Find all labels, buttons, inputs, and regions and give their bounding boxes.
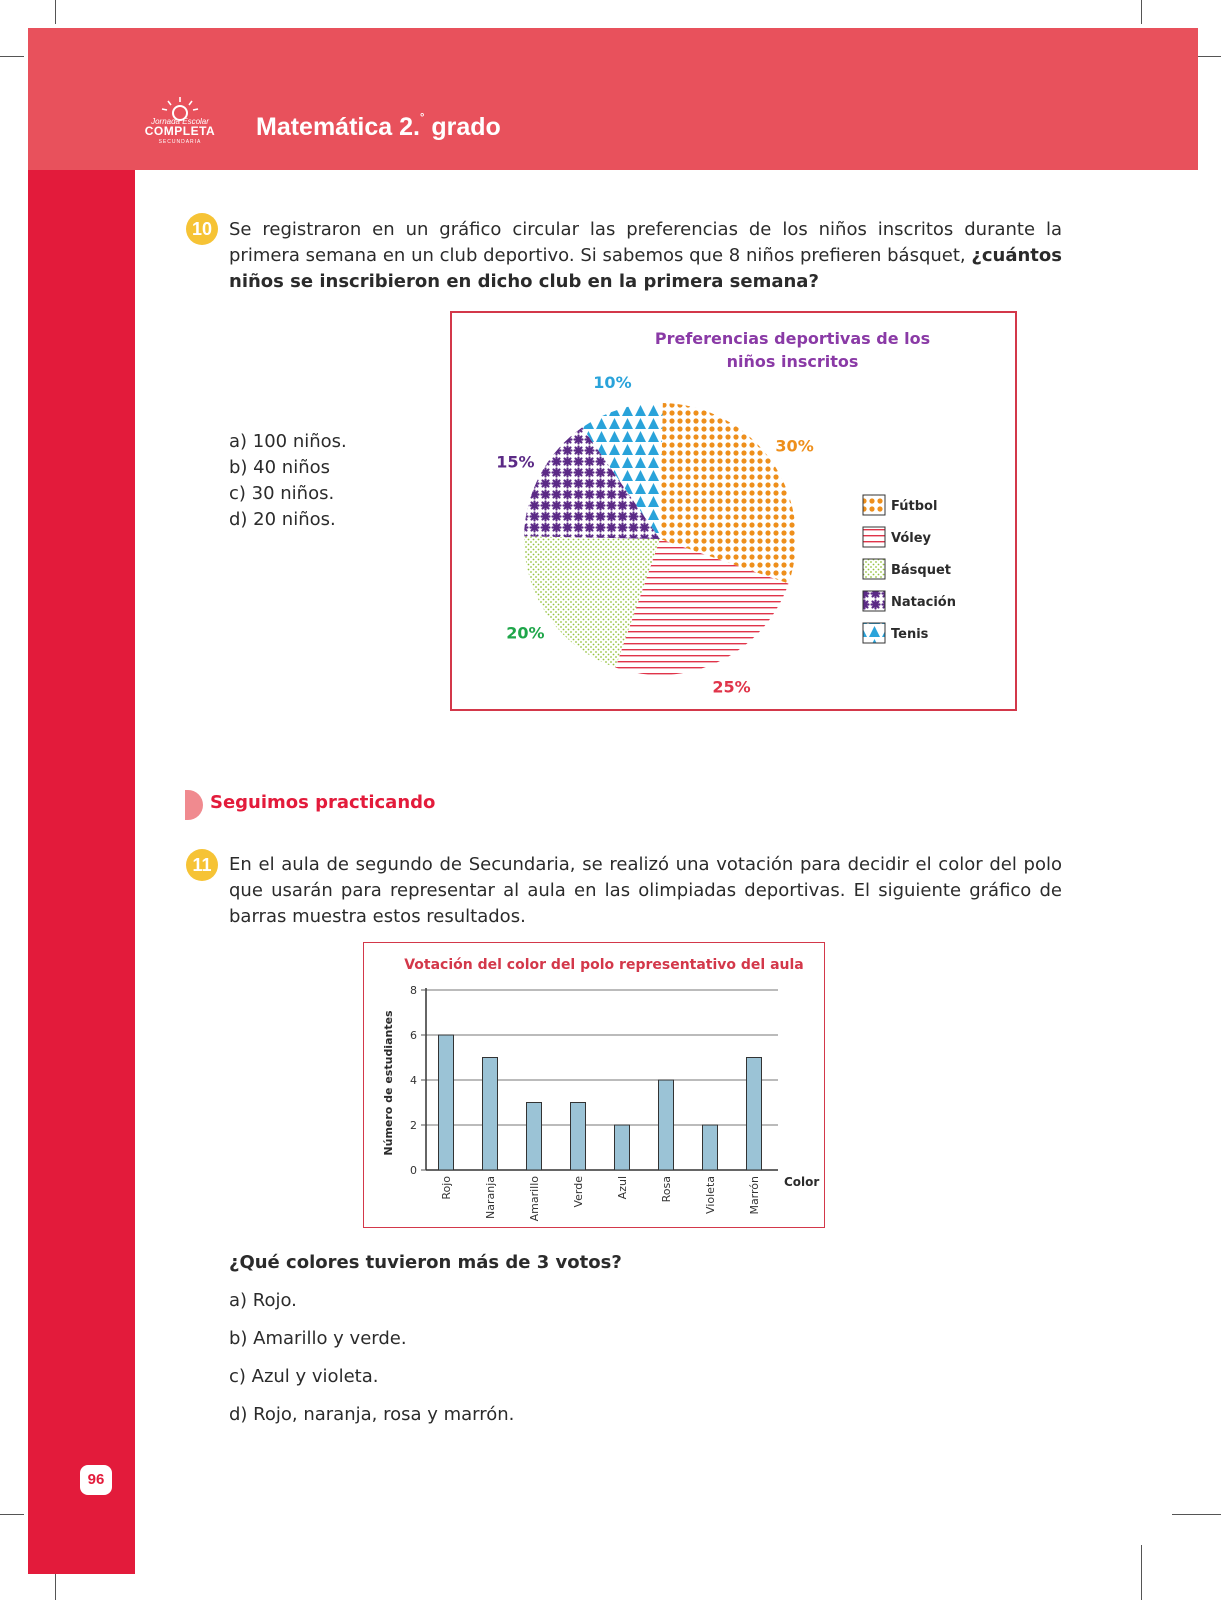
question-11-prompt: ¿Qué colores tuvieron más de 3 votos? [229,1252,622,1273]
option-c[interactable]: c) 30 niños. [229,483,335,504]
bar-marrón [747,1058,762,1171]
y-tick-label: 8 [410,984,417,997]
bar-chart-xlabel: Color [784,1175,820,1189]
title-main: Matemática 2. [256,113,420,141]
crop-mark [1172,1514,1221,1515]
logo-bottom-text: SECUNDARIA [158,139,202,145]
question-number-badge: 10 [186,213,218,245]
bar-azul [615,1125,630,1170]
pie-label: 10% [593,373,632,393]
x-tick-label: Azul [616,1176,629,1200]
legend-label: Fútbol [891,499,938,514]
crop-mark [0,1514,24,1515]
legend-label: Natación [891,595,956,610]
bar-rosa [659,1080,674,1170]
crop-mark [0,56,24,57]
left-margin-strip [28,170,135,1574]
question-number-badge: 11 [186,849,218,881]
pie-chart-frame [450,311,1017,711]
question-10-options [229,429,347,533]
bar-chart-ylabel: Número de estudiantes [382,1010,395,1156]
legend-label: Vóley [891,531,932,546]
bar-verde [571,1103,586,1171]
pie-label: 25% [712,677,751,697]
option-b[interactable]: b) Amarillo y verde. [229,1328,407,1349]
logo-top-text: Jornada Escolar [151,117,209,126]
question-11-text: En el aula de segundo de Secundaria, se realizó una votación para decidir el color del polo que usarán para representar al aula en las olimpiadas deportivas. El siguiente gráfico de barras muestra estos resultados. [229,854,1062,927]
bar-chart-title: Votación del color del polo representativo del aula [404,957,804,973]
pie-label: 20% [506,623,545,643]
x-tick-label: Violeta [704,1176,717,1214]
pie-chart-title: Preferencias deportivas de los niños inscritos [654,329,931,371]
pie-label: 15% [496,452,535,472]
page-title [256,112,501,142]
x-tick-label: Rosa [660,1176,673,1203]
section-marker [185,790,203,820]
legend-swatch [863,527,885,547]
bar-naranja [483,1058,498,1171]
option-c[interactable]: c) Azul y violeta. [229,1366,379,1387]
crop-mark [55,0,56,24]
bar-rojo [439,1035,454,1170]
question-10-text [229,217,1062,295]
bar-chart [364,943,824,1227]
option-b[interactable]: b) 40 niños [229,457,331,478]
legend-swatch [863,495,885,515]
question-11-options [229,1290,514,1442]
logo-main-text: COMPLETA [144,124,216,138]
x-tick-label: Marrón [748,1176,761,1215]
logo [140,95,220,155]
y-tick-label: 6 [410,1029,417,1042]
pie-label: 30% [775,436,814,456]
question-10-text-bold: ¿cuántos niños se inscribieron en dicho club en la primera semana? [229,245,1062,292]
bar-chart-frame [363,942,825,1228]
option-d[interactable]: d) Rojo, naranja, rosa y marrón. [229,1404,515,1425]
legend-swatch [863,559,885,579]
title-degree: ° [419,112,425,124]
x-tick-label: Rojo [440,1176,453,1200]
option-a[interactable]: a) Rojo. [229,1290,297,1311]
option-a[interactable]: a) 100 niños. [229,431,347,452]
section-title: Seguimos practicando [210,792,436,813]
y-tick-label: 0 [410,1164,417,1177]
title-suffix: grado [424,113,501,141]
x-tick-label: Verde [572,1176,585,1208]
question-10-text-normal: Se registraron en un gráfico circular las preferencias de los niños inscritos durante la primera semana en un club deportivo. Si sabemos que 8 niños prefieren básquet, [229,219,1062,266]
crop-mark [1141,0,1142,24]
y-tick-label: 4 [410,1074,417,1087]
legend-label: Tenis [891,627,929,642]
legend-swatch [863,591,885,611]
crop-mark [1141,1545,1142,1600]
y-tick-label: 2 [410,1119,417,1132]
legend-swatch [863,623,885,643]
x-tick-label: Naranja [484,1176,497,1220]
x-tick-label: Amarillo [528,1176,541,1222]
option-d[interactable]: d) 20 niños. [229,509,336,530]
legend-label: Básquet [891,563,952,578]
bar-violeta [703,1125,718,1170]
page-number: 96 [80,1465,112,1495]
bar-amarillo [527,1103,542,1171]
